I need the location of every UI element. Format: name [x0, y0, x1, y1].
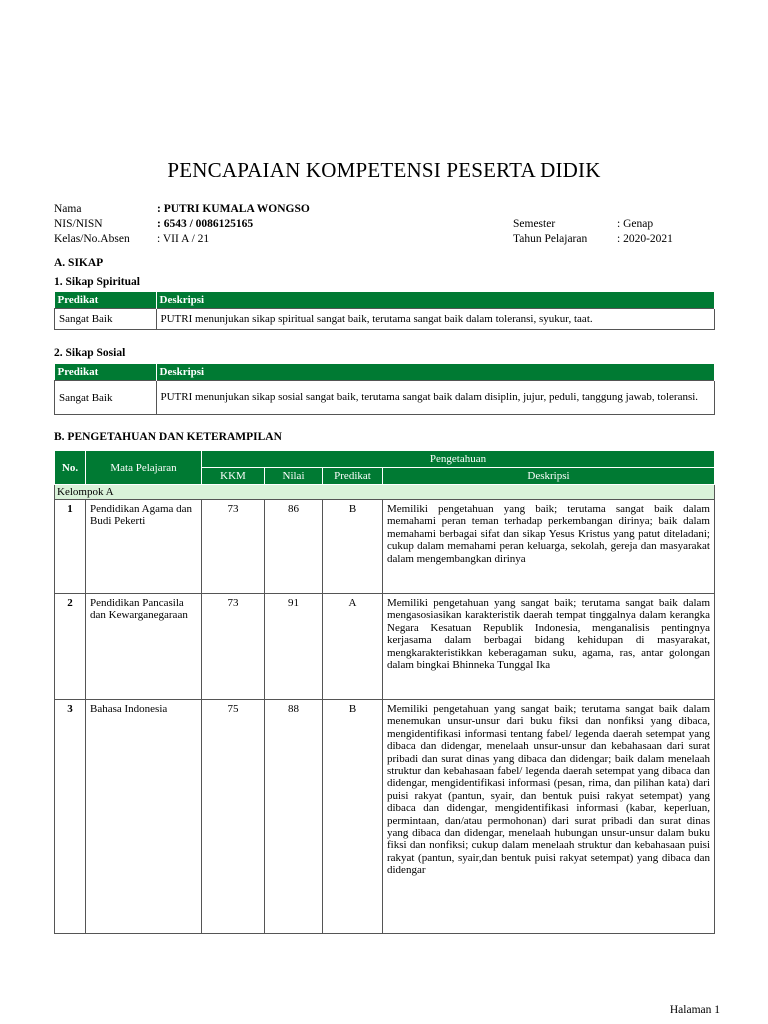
- grades-table: [54, 450, 715, 934]
- nama-label: Nama: [54, 203, 82, 215]
- semester-label: Semester: [513, 218, 556, 230]
- tahun-value: : 2020-2021: [617, 233, 673, 245]
- semester-value: : Genap: [617, 218, 654, 230]
- col-mapel: Mata Pelajaran: [86, 451, 202, 485]
- col-pengetahuan: Pengetahuan: [202, 451, 715, 468]
- section-a-title: A. SIKAP: [54, 257, 104, 269]
- row-mapel: Pendidikan Agama dan Budi Pekerti: [86, 500, 202, 594]
- row-nilai: 88: [265, 700, 323, 934]
- col-nilai: Nilai: [265, 468, 323, 485]
- col-no: No.: [55, 451, 86, 485]
- group-label: Kelompok A: [55, 485, 715, 500]
- kelas-value: : VII A / 21: [157, 233, 210, 245]
- nis-value: : 6543 / 0086125165: [157, 218, 254, 230]
- table-row: [55, 594, 715, 700]
- col-kkm: KKM: [202, 468, 265, 485]
- sosial-title: 2. Sikap Sosial: [54, 347, 126, 359]
- row-nilai: 91: [265, 594, 323, 700]
- row-nilai: 86: [265, 500, 323, 594]
- sosial-table: [54, 364, 715, 415]
- row-deskripsi: Memiliki pengetahuan yang baik; terutama sangat baik dalam memahami peran teman terhadap perkembangan dirinya; baik dalam memahami berbagai sifat dan sikap Yesus Kristus yang patut diteladani; cukup dalam memahami peran keluarga, sekolah, gereja dan masyarakat dalam mengembangkan dirinya: [383, 500, 715, 594]
- nama-value: : PUTRI KUMALA WONGSO: [157, 203, 310, 215]
- sosial-predikat: Sangat Baik: [55, 381, 157, 415]
- tahun-label: Tahun Pelajaran: [513, 233, 588, 245]
- col-predikat: Predikat: [55, 364, 157, 381]
- row-predikat: B: [323, 700, 383, 934]
- row-deskripsi: Memiliki pengetahuan yang sangat baik; terutama sangat baik dalam menemukan unsur-unsur dari buku fiksi dan nonfiksi yang dibaca, mengidentifikasi informasi tentang fabel/ legenda daerah setempat yang dibaca dan didengar, menelaah unsur-unsur dan kebahasaan dari surat pribadi dan surat dinas yang dibaca dan didengar; baik dalam menelaah struktur dan kebahasaan fabel/ legenda daerah setempat yang dibaca dan didengar, mengidentifikasi informasi (pesan, rima, dan pilihan kata) dari puisi rakyat (pantun, syair, dan bentuk puisi rakyat setempat) yang dibaca dan didengar, mengidentifikasi informasi (kabar, keperluan, permintaan, dan/atau permohonan) dari surat pribadi dan surat dinas yang dibaca dan didengar, menelaah hubungan unsur-unsur dalam buku fiksi dan nonfiksi; cukup dalam menelaah struktur dan kebahasaan puisi rakyat (pantun, syair,dan bentuk puisi rakyat setempat) yang dibaca dan didengar: [383, 700, 715, 934]
- col-deskripsi: Deskripsi: [383, 468, 715, 485]
- table-row: [55, 500, 715, 594]
- row-predikat: B: [323, 500, 383, 594]
- kelas-label: Kelas/No.Absen: [54, 233, 130, 245]
- row-predikat: A: [323, 594, 383, 700]
- spiritual-deskripsi: PUTRI menunjukan sikap spiritual sangat baik, terutama sangat baik dalam toleransi, syukur, taat.: [156, 309, 715, 330]
- sosial-deskripsi: PUTRI menunjukan sikap sosial sangat baik, terutama sangat baik dalam disiplin, jujur, peduli, tanggung jawab, toleransi.: [156, 381, 715, 415]
- row-kkm: 73: [202, 500, 265, 594]
- row-deskripsi: Memiliki pengetahuan yang sangat baik; terutama sangat baik dalam mengasosiasikan karakteristik daerah tempat tinggalnya dalam kerangka Negara Kesatuan Republik Indonesia, menganalisis pentingnya kerjasama dalam berbagai bidang kehidupan di masyarakat, mengkarakteristikkan keberagaman suku, agama, ras, antar golongan dalam bingkai Bhinneka Tunggal Ika: [383, 594, 715, 700]
- col-predikat: Predikat: [55, 292, 157, 309]
- page-title: PENCAPAIAN KOMPETENSI PESERTA DIDIK: [167, 158, 601, 182]
- row-no: 1: [55, 500, 86, 594]
- semester-info: [513, 216, 673, 246]
- spiritual-predikat: Sangat Baik: [55, 309, 157, 330]
- spiritual-title: 1. Sikap Spiritual: [54, 276, 140, 288]
- spiritual-table: [54, 292, 715, 330]
- row-kkm: 73: [202, 594, 265, 700]
- nis-label: NIS/NISN: [54, 218, 103, 230]
- row-no: 3: [55, 700, 86, 934]
- row-mapel: Bahasa Indonesia: [86, 700, 202, 934]
- col-deskripsi: Deskripsi: [156, 292, 715, 309]
- col-predikat: Predikat: [323, 468, 383, 485]
- row-mapel: Pendidikan Pancasila dan Kewarganegaraan: [86, 594, 202, 700]
- table-row: [55, 700, 715, 934]
- student-info: [54, 201, 310, 246]
- col-deskripsi: Deskripsi: [156, 364, 715, 381]
- page-number: Halaman 1: [669, 1004, 720, 1016]
- section-b-title: B. PENGETAHUAN DAN KETERAMPILAN: [54, 431, 282, 443]
- row-no: 2: [55, 594, 86, 700]
- row-kkm: 75: [202, 700, 265, 934]
